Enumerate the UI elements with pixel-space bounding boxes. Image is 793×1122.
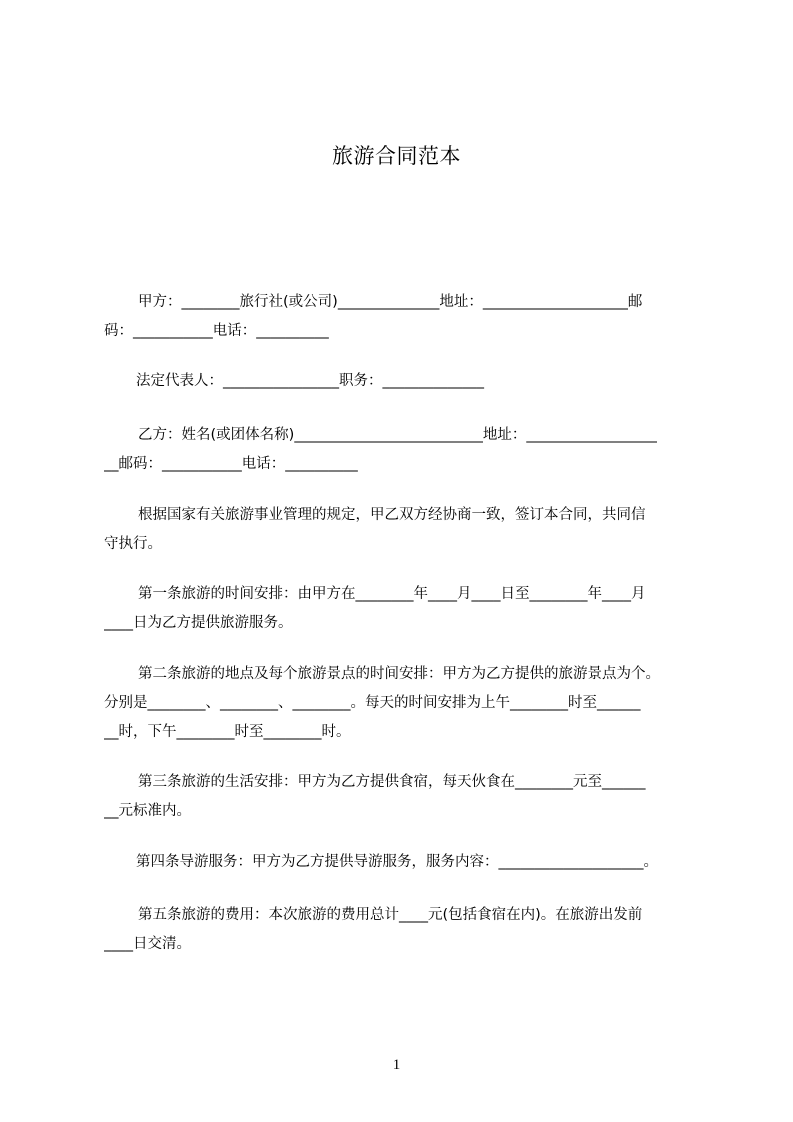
paragraph-line: 分别是________、________、________。每天的时间安排为上午________时至______ [104,695,641,711]
paragraph-line: 根据国家有关旅游事业管理的规定，甲乙双方经协商一致，签订本合同，共同信 [138,507,646,523]
party-a-paragraph [104,288,707,346]
article-4-paragraph [104,848,707,877]
paragraph-line: __时，下午________时至________时。 [104,724,351,740]
paragraph-line: ____日交清。 [104,936,191,952]
preamble-paragraph [104,501,707,559]
paragraph-line: 码：___________电话：__________ [104,323,329,339]
paragraph-line: 第一条旅游的时间安排：由甲方在________年____月____日至________年____月 [138,586,646,602]
paragraph-line: __邮码：___________电话：__________ [104,456,358,472]
paragraph-line: 甲方：________旅行社(或公司)______________地址：____________________邮 [138,294,643,310]
paragraph-line: 第二条旅游的地点及每个旅游景点的时间安排：甲方为乙方提供的旅游景点为个。 [138,666,660,682]
document-title: 旅游合同范本 [332,144,461,168]
paragraph-line: 乙方：姓名(或团体名称)__________________________地址：__________________ [138,427,657,443]
party-b-paragraph [104,421,707,479]
article-3-paragraph [104,768,707,826]
paragraph-line: 第三条旅游的生活安排：甲方为乙方提供食宿，每天伙食在________元至______ [138,774,646,790]
paragraph-line: 第五条旅游的费用：本次旅游的费用总计____元(包括食宿在内)。在旅游出发前 [138,907,643,923]
article-5-paragraph [104,901,707,959]
article-1-paragraph [104,580,707,638]
paragraph-line: 第四条导游服务：甲方为乙方提供导游服务，服务内容：____________________。 [136,854,658,870]
legal-representative-paragraph [104,367,707,396]
paragraph-line: 法定代表人：________________职务：______________ [136,373,484,389]
page-number: 1 [392,1057,401,1073]
paragraph-line: ____日为乙方提供旅游服务。 [104,615,293,631]
article-2-paragraph [104,660,707,747]
paragraph-line: 守执行。 [104,536,162,552]
paragraph-line: __元标准内。 [104,803,191,819]
